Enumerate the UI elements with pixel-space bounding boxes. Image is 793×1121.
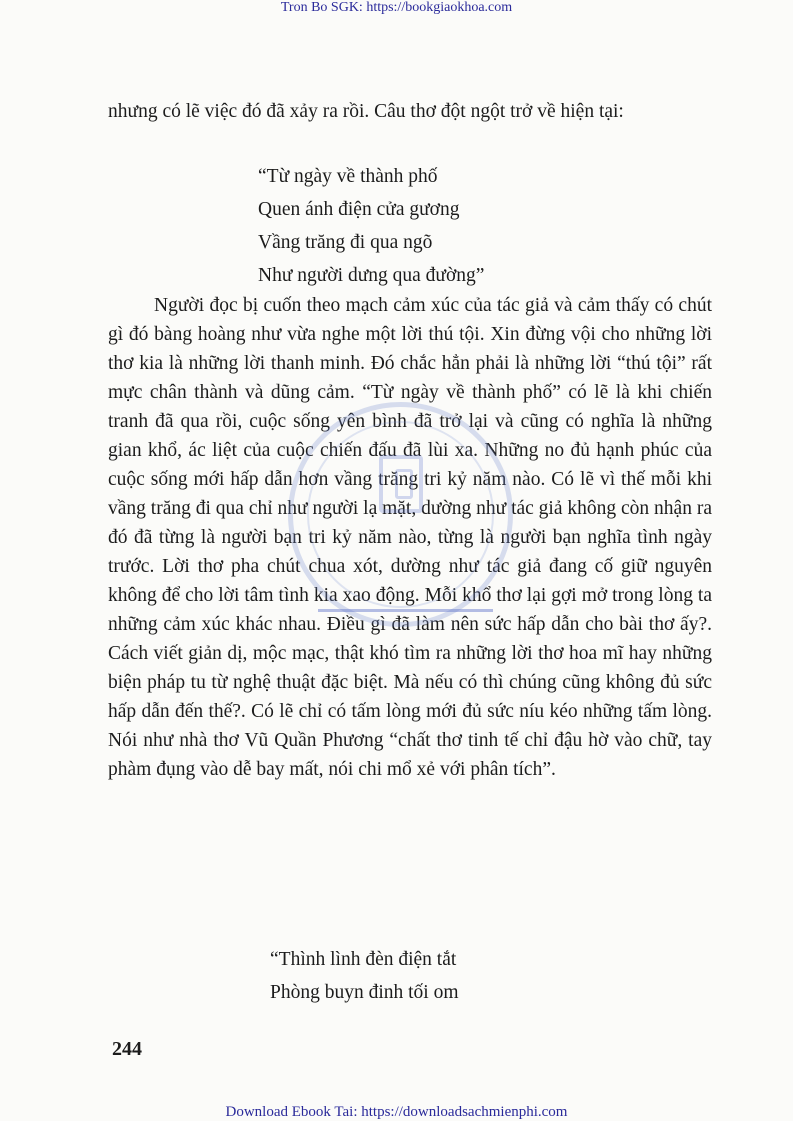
poem-stanza-2 bbox=[270, 943, 459, 1009]
poem-line: Như người dưng qua đường” bbox=[258, 265, 485, 286]
poem-line: “Thình lình đèn điện tắt bbox=[270, 949, 457, 970]
poem-line: Vầng trăng đi qua ngõ bbox=[258, 232, 433, 253]
paragraph-analysis bbox=[108, 291, 712, 784]
poem-stanza-1 bbox=[258, 160, 484, 292]
paragraph-analysis-text: Người đọc bị cuốn theo mạch cảm xúc của tác giả và cảm thấy có chút gì đó bàng hoàng như vừa nghe một lời thú tội. Xin đừng vội cho những lời thơ kia là những lời thanh minh. Đó chắc hẳn phải là những lời “thú tội” rất mực chân thành và dũng cảm. “Từ ngày về thành phố” có lẽ là khi chiến tranh đã qua rồi, cuộc sống yên bình đã trở lại và cũng có nghĩa là những gian khổ, ác liệt của cuộc chiến đấu đã lùi xa. Những no đủ hạnh phúc của cuộc sống mới hấp dẫn hơn vầng trăng tri kỷ năm nào. Có lẽ vì thế mỗi khi vầng trăng đi qua chỉ như người lạ mặt, dường như tác giả không còn nhận ra đó đã từng là người bạn tri kỷ năm nào, từng là người bạn nghĩa tình ngày trước. Lời thơ pha chút chua xót, dường như tác giả đang cố giữ nguyên không để cho lời tâm tình kia xao động. Mỗi khổ thơ lại gợi mở trong lòng ta những cảm xúc khác nhau. Điều gì đã làm nên sức hấp dẫn cho bài thơ ấy?. Cách viết giản dị, mộc mạc, thật khó tìm ra những lời thơ hoa mĩ hay những biện pháp tu từ nghệ thuật đặc biệt. Mà nếu có thì chúng cũng không đủ sức hấp dẫn đến thế?. Có lẽ chỉ có tấm lòng mới đủ sức níu kéo những tấm lòng. Nói như nhà thơ Vũ Quần Phương “chất thơ tinh tế chỉ đậu hờ vào chữ, tay phàm đụng vào dễ bay mất, nói chi mổ xẻ với phân tích”. bbox=[108, 295, 712, 780]
poem-line: Quen ánh điện cửa gương bbox=[258, 199, 460, 220]
header-link[interactable]: Tron Bo SGK: https://bookgiaokhoa.com bbox=[280, 0, 513, 15]
page-number: 244 bbox=[112, 1038, 142, 1060]
poem-line: “Từ ngày về thành phố bbox=[258, 166, 438, 187]
poem-line: Phòng buyn đinh tối om bbox=[270, 982, 459, 1003]
paragraph-intro: nhưng có lẽ việc đó đã xảy ra rồi. Câu thơ đột ngột trở về hiện tại: bbox=[108, 101, 624, 122]
footer-link[interactable]: Download Ebook Tai: https://downloadsachmienphi.com bbox=[225, 1104, 568, 1120]
